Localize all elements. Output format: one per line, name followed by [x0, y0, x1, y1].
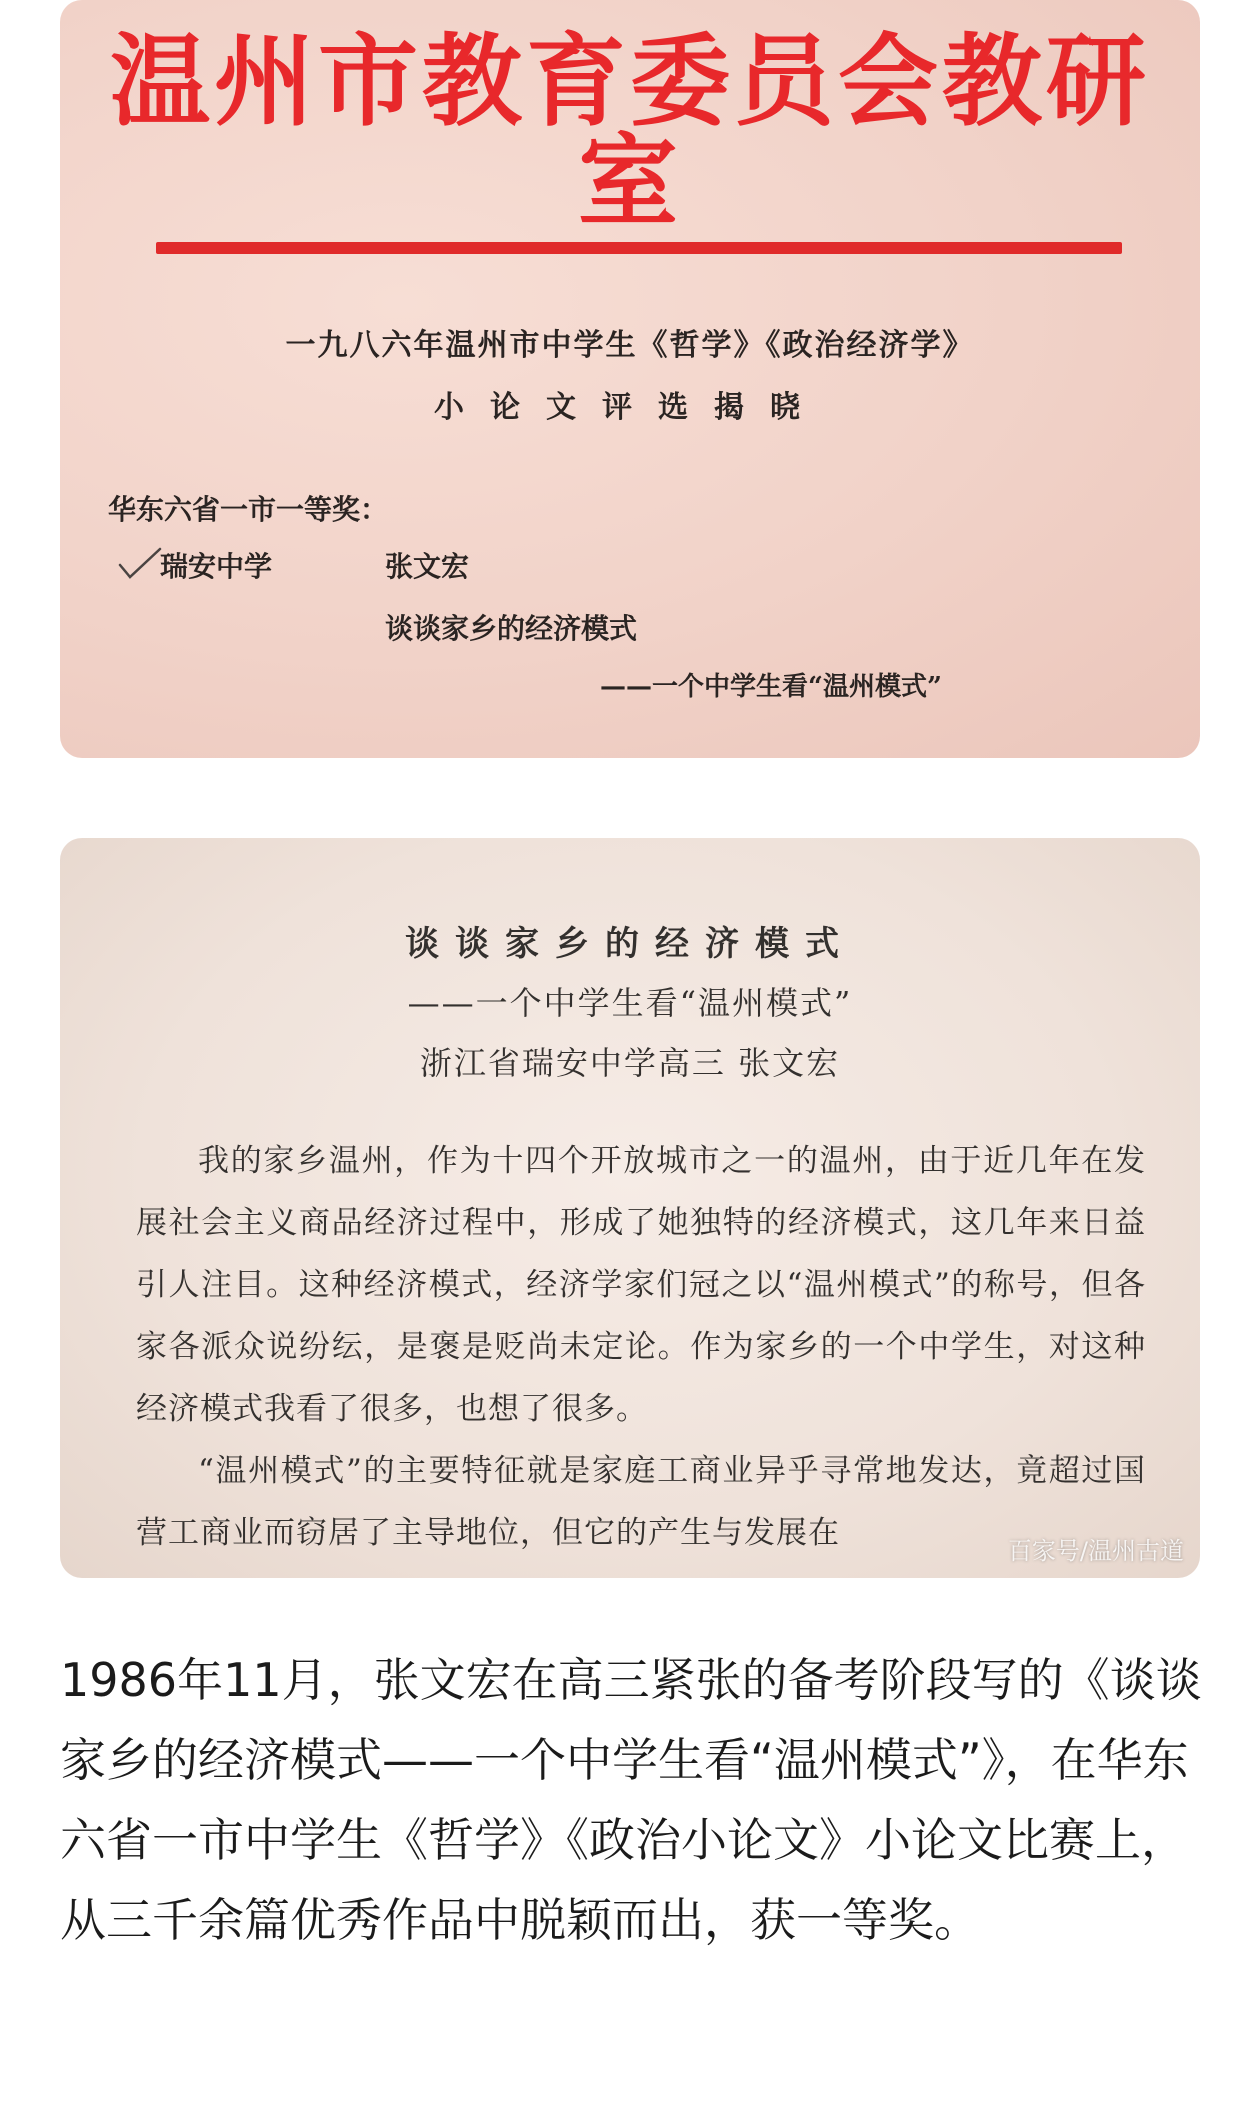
award-category: 华东六省一市一等奖： [108, 493, 389, 526]
photo-essay-page [60, 838, 1200, 1578]
winner-school: 瑞安中学 [160, 550, 273, 583]
checkmark-icon [118, 545, 162, 583]
letterhead-title: 温州市教育委员会教研室 [110, 23, 1150, 240]
essay-byline: 浙江省瑞安中学高三 张文宏 [419, 1044, 841, 1082]
essay-subtitle: ——一个中学生看“温州模式” [407, 984, 853, 1022]
essay-paragraph-1: 我的家乡温州，作为十四个开放城市之一的温州，由于近几年在发展社会主义商品经济过程中，形成了她独特的经济模式，这几年来日益引人注目。这种经济模式，经济学家们冠之以“温州模式”的称号，但各家各派众说纷纭，是褒是贬尚未定论。作为家乡的一个中学生，对这种经济模式我看了很多，也想了很多。 [136, 1143, 1146, 1427]
announcement-headline-line1: 一九八六年温州市中学生《哲学》《政治经济学》 [285, 328, 975, 363]
essay-title: 谈谈家乡的经济模式 [405, 924, 855, 964]
winner-essay-title: 谈谈家乡的经济模式 [385, 612, 638, 645]
article-caption: 1986年11月，张文宏在高三紧张的备考阶段写的《谈谈家乡的经济模式——一个中学生看“温州模式”》，在华东六省一市中学生《哲学》《政治小论文》小论文比赛上，从三千余篇优秀作品中脱颖而出，获一等奖。 [60, 1653, 1202, 1947]
announcement-headline-line2: 小论文评选揭晓 [434, 390, 826, 425]
essay-paragraph-2: “温州模式”的主要特征就是家庭工商业异乎寻常地发达，竟超过国营工商业而窃居了主导地位，但它的产生与发展在 [136, 1453, 1146, 1551]
watermark: 百家号/温州古道 [1007, 1537, 1184, 1565]
winner-author: 张文宏 [385, 550, 470, 583]
photo-award-announcement [60, 0, 1200, 758]
letterhead-divider [156, 242, 1122, 254]
winner-essay-subtitle: ——一个中学生看“温州模式” [600, 672, 942, 702]
